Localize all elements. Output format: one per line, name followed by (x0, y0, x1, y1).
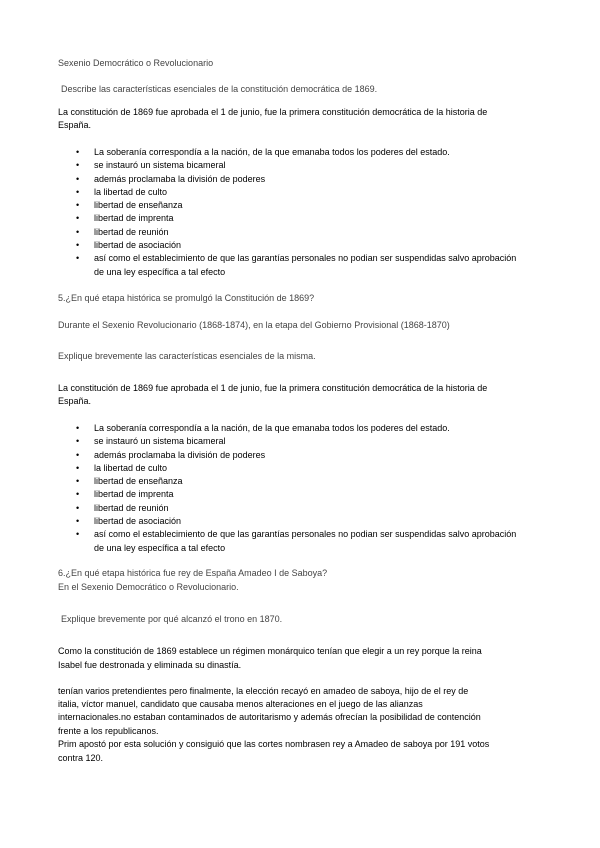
list-item: • así como el establecimiento de que las garantías personales no podian ser suspendidas salvo aprobación de una ley específica a tal efecto (58, 252, 528, 279)
list-item: • libertad de enseñanza (58, 199, 528, 212)
list-item: • La soberanía correspondía a la nación, de la que emanaba todos los poderes del estado. (58, 146, 528, 159)
answer-6b-p1-line-2: Isabel fue destronada y eliminada su dinastía. (58, 660, 242, 670)
list-item: • libertad de reunión (58, 502, 528, 515)
list-item: • además proclamaba la división de poderes (58, 449, 528, 462)
answer-1-bullet-list (58, 146, 528, 279)
question-6b: Explique brevemente por qué alcanzó el trono en 1870. (61, 614, 283, 624)
question-5b: Explique brevemente las características esenciales de la misma. (58, 351, 316, 361)
answer-6b-p3-line-2: contra 120. (58, 753, 104, 763)
answer-6b-p2-line-4: frente a los republicanos. (58, 726, 159, 736)
answer-6: En el Sexenio Democrático o Revolucionario. (58, 582, 239, 592)
list-item: • se instauró un sistema bicameral (58, 435, 528, 448)
list-item: • La soberanía correspondía a la nación, de la que emanaba todos los poderes del estado. (58, 422, 528, 435)
list-item: • libertad de imprenta (58, 212, 528, 225)
list-item: • además proclamaba la división de poderes (58, 173, 528, 186)
question-5: 5.¿En qué etapa histórica se promulgó la Constitución de 1869? (58, 293, 315, 303)
list-item: • se instauró un sistema bicameral (58, 159, 528, 172)
answer-6b-p2-line-1: tenían varios pretendientes pero finalmente, la elección recayó en amadeo de saboya, hijo de el rey de (58, 686, 469, 696)
list-item: • libertad de enseñanza (58, 475, 528, 488)
list-item: • libertad de asociación (58, 515, 528, 528)
list-item: • así como el establecimiento de que las garantías personales no podian ser suspendidas salvo aprobación de una ley específica a tal efecto (58, 528, 528, 555)
list-item: • libertad de asociación (58, 239, 528, 252)
answer-5: Durante el Sexenio Revolucionario (1868-1874), en la etapa del Gobierno Provisional (1868-1870) (58, 320, 450, 330)
answer-1-intro-line-2: España. (58, 120, 92, 130)
list-item: • la libertad de culto (58, 186, 528, 199)
answer-6b-p2-line-2: italia, víctor manuel, candidato que causaba menos alteraciones en el juego de las alianzas (58, 699, 423, 709)
document-title: Sexenio Democrático o Revolucionario (58, 58, 214, 68)
answer-6b-p3-line-1: Prim apostó por esta solución y consiguió que las cortes nombrasen rey a Amadeo de saboya por 191 votos (58, 739, 490, 749)
answer-5b-intro-line-2: España. (58, 396, 92, 406)
answer-1-intro-line-1: La constitución de 1869 fue aprobada el 1 de junio, fue la primera constitución democrática de la historia de (58, 107, 488, 117)
question-1: Describe las características esenciales de la constitución democrática de 1869. (61, 84, 378, 94)
answer-5b-bullet-list (58, 422, 528, 555)
list-item: • libertad de reunión (58, 226, 528, 239)
answer-6b-p1-line-1: Como la constitución de 1869 establece un régimen monárquico tenían que elegir a un rey porque la reina (58, 646, 482, 656)
answer-5b-intro-line-1: La constitución de 1869 fue aprobada el 1 de junio, fue la primera constitución democrática de la historia de (58, 383, 488, 393)
question-6: 6.¿En qué etapa histórica fue rey de España Amadeo I de Saboya? (58, 568, 328, 578)
list-item: • la libertad de culto (58, 462, 528, 475)
answer-6b-p2-line-3: internacionales.no estaban contaminados de autoritarismo y además ofrecían la posibilidad de contención (58, 712, 481, 722)
list-item: • libertad de imprenta (58, 488, 528, 501)
